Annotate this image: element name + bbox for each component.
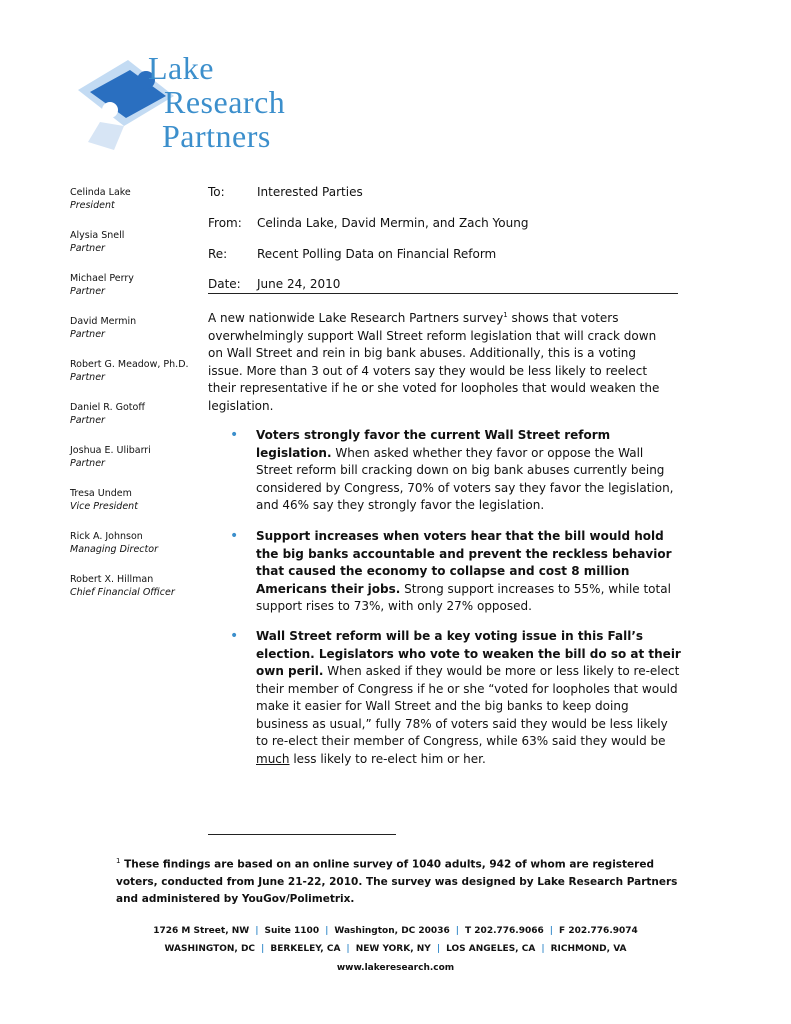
bullet-2-body: Strong support increases to 55%, while total support rises to 73%, with only 27% opposed. (256, 581, 671, 613)
footer-address-item: Suite 1100 (264, 926, 320, 936)
footer-office-item: RICHMOND, VA (550, 944, 627, 954)
intro-paragraph (208, 307, 674, 415)
memo-to-value: Interested Parties (257, 185, 363, 199)
staff-name: Celinda Lake (70, 187, 131, 198)
staff-title: Partner (70, 243, 105, 254)
memo-date-label: Date: (208, 277, 241, 291)
company-logo (70, 48, 330, 168)
footer-separator: | (255, 926, 259, 936)
staff-name: Robert G. Meadow, Ph.D. (70, 359, 189, 370)
bullet-2-text (256, 528, 682, 616)
bullet-1-text (256, 427, 682, 515)
footer-separator: | (436, 944, 441, 954)
staff-entry (70, 401, 200, 427)
staff-title: Partner (70, 372, 105, 383)
footer-offices (0, 942, 791, 956)
staff-title: Vice President (70, 501, 138, 512)
bullet-3-body-b: less likely to re-elect him or her. (289, 751, 486, 766)
staff-entry (70, 186, 200, 212)
footer-address-item: T 202.776.9066 (465, 926, 544, 936)
footer-office-item: NEW YORK, NY (355, 944, 431, 954)
memo-from-label: From: (208, 216, 242, 230)
staff-name: Robert X. Hillman (70, 574, 154, 585)
staff-entry (70, 444, 200, 470)
header-divider (208, 293, 678, 294)
bullet-3-body-a: When asked if they would be more or less likely to re-elect their member of Congress if he or she “voted for loopholes that would make it easier for Wall Street and the big banks to keep doing business as usual,” fully 78% of voters said they would be less likely to re-elect their member of Congress, while 63% said they would be (256, 664, 680, 748)
logo-word-2: Research (164, 84, 286, 120)
footer-address-item: F 202.776.9074 (559, 926, 638, 936)
memo-re-value: Recent Polling Data on Financial Reform (257, 247, 497, 261)
footnote-divider (208, 834, 396, 835)
bullet-icon: • (230, 427, 239, 443)
intro-text-b: shows that voters overwhelmingly support Wall Street reform legislation that will crack down on Wall Street and rein in big bank abuses. Additionally, this is a voting issue. More than 3 out of 4 voters say they would be less likely to reelect their representative if he or she voted for loopholes that would weaken the legislation. (208, 311, 660, 413)
footer-website[interactable]: www.lakeresearch.com (336, 963, 455, 973)
staff-name: Rick A. Johnson (70, 531, 143, 542)
footer-separator: | (541, 944, 545, 954)
bullet-3-underline: much (256, 751, 290, 766)
bullet-1-lead: Voters strongly favor the current Wall Street reform legislation. (256, 428, 611, 460)
footer-office-item: WASHINGTON, DC (164, 944, 256, 954)
staff-name: Daniel R. Gotoff (70, 402, 145, 413)
intro-text-a: A new nationwide Lake Research Partners survey (208, 311, 504, 325)
footer-separator: | (261, 944, 265, 954)
memo-date-value: June 24, 2010 (257, 277, 341, 291)
footer-office-item: BERKELEY, CA (270, 944, 341, 954)
footer-address-item: 1726 M Street, NW (153, 926, 250, 936)
staff-entry (70, 358, 200, 384)
staff-entry (70, 530, 200, 556)
staff-title: Managing Director (70, 544, 158, 555)
bullet-icon: • (230, 528, 239, 544)
bullet-1-body: When asked whether they favor or oppose the Wall Street reform bill cracking down on big bank abuses currently being considered by Congress, 70% of voters say they favor the legislation, and 46% say they strongly favor the legislation. (256, 445, 674, 512)
staff-title: Partner (70, 458, 105, 469)
footnote-text: These findings are based on an online survey of 1040 adults, 942 of whom are registered voters, conducted from June 21-22, 2010. The survey was designed by Lake Research Partners and administered by YouGov/Polimetrix. (116, 858, 678, 905)
staff-entry (70, 229, 200, 255)
memo-re-label: Re: (208, 247, 228, 261)
staff-title: Partner (70, 415, 105, 426)
staff-name: Joshua E. Ulibarri (70, 445, 151, 456)
staff-list (70, 186, 200, 616)
staff-title: Chief Financial Officer (70, 587, 175, 598)
staff-entry (70, 272, 200, 298)
footer-separator: | (455, 926, 460, 936)
footer-office-item: LOS ANGELES, CA (446, 944, 536, 954)
footer-address-item: Washington, DC 20036 (334, 926, 450, 936)
staff-title: Partner (70, 286, 105, 297)
footer-separator: | (325, 926, 329, 936)
footnote (116, 853, 696, 908)
memo-from-value: Celinda Lake, David Mermin, and Zach Young (257, 216, 529, 230)
staff-name: Michael Perry (70, 273, 134, 284)
staff-title: President (70, 200, 115, 211)
bullet-icon: • (230, 628, 239, 644)
footer-address (0, 924, 791, 938)
staff-name: David Mermin (70, 316, 137, 327)
staff-entry (70, 573, 200, 599)
logo-word-3: Partners (162, 118, 271, 154)
staff-entry (70, 487, 200, 513)
staff-name: Alysia Snell (70, 230, 125, 241)
footnote-mark: 1 (116, 857, 121, 865)
memo-to-label: To: (208, 185, 225, 199)
bullet-3-text (256, 628, 682, 768)
staff-entry (70, 315, 200, 341)
logo-word-1: Lake (148, 50, 214, 86)
footer-separator: | (549, 926, 554, 936)
staff-name: Tresa Undem (70, 488, 132, 499)
bullet-2-lead: Support increases when voters hear that the bill would hold the big banks accountable and prevent the reckless behavior that caused the economy to collapse and cost 8 million Americans their jobs. (256, 529, 672, 596)
footer-separator: | (346, 944, 350, 954)
footnote-ref: 1 (503, 311, 508, 319)
bullet-3-lead: Wall Street reform will be a key voting issue in this Fall’s election. Legislators who vote to weaken the bill do so at their own peril. (256, 629, 681, 678)
staff-title: Partner (70, 329, 105, 340)
